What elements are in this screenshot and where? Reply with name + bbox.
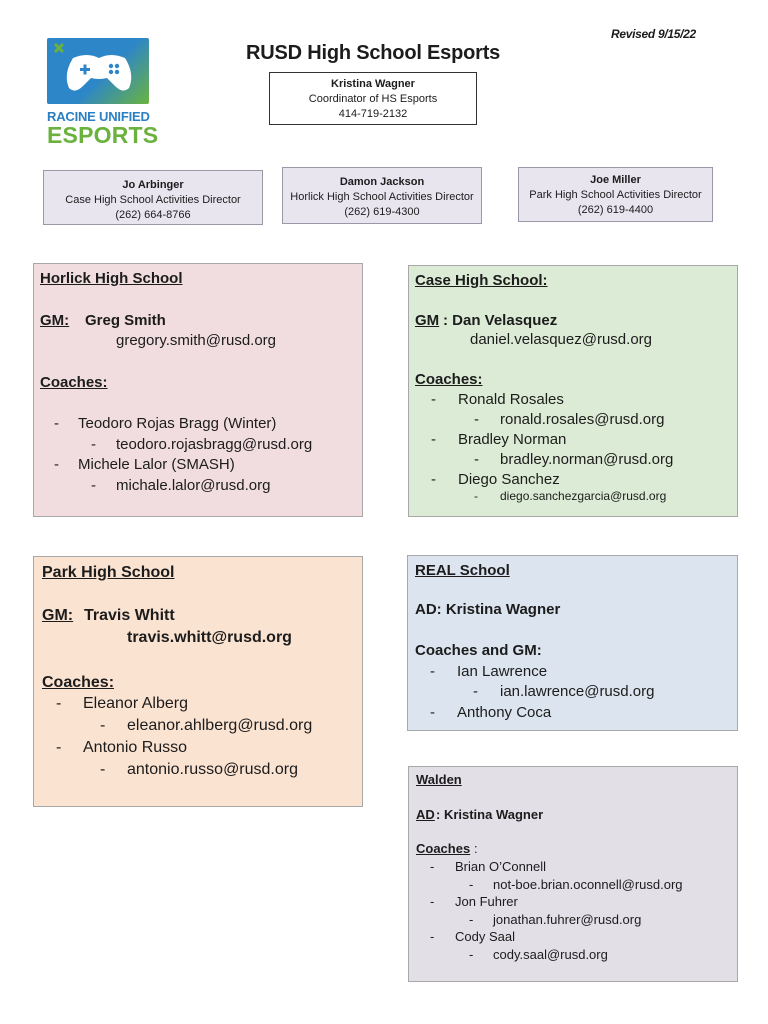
coach-email: eleanor.ahlberg@rusd.org bbox=[127, 717, 313, 734]
coach-name: Bradley Norman bbox=[458, 431, 567, 448]
coaches-label: Coaches: bbox=[42, 674, 115, 691]
gm-label: GM bbox=[415, 312, 440, 329]
director-role: Horlick High School Activities Director bbox=[290, 191, 474, 203]
bullet-dash: - bbox=[473, 683, 478, 700]
coach-email: diego.sanchezgarcia@rusd.org bbox=[500, 489, 667, 503]
real-school-box bbox=[407, 555, 738, 731]
bullet-dash: - bbox=[431, 391, 436, 408]
page-title: RUSD High School Esports bbox=[246, 42, 501, 64]
coach-name: Antonio Russo bbox=[83, 739, 188, 756]
gm-name: Greg Smith bbox=[85, 312, 166, 329]
coaches-label: Coaches: bbox=[415, 371, 483, 388]
gm-label: GM: bbox=[40, 312, 70, 329]
park-school-box bbox=[33, 556, 363, 807]
coach-email: bradley.norman@rusd.org bbox=[500, 451, 674, 468]
director-role: Park High School Activities Director bbox=[529, 189, 702, 201]
ad-name: AD: Kristina Wagner bbox=[415, 601, 561, 618]
coach-email: not-boe.brian.oconnell@rusd.org bbox=[493, 877, 683, 892]
director-card bbox=[43, 170, 263, 225]
bullet-dash: - bbox=[430, 929, 435, 944]
gm-email: daniel.velasquez@rusd.org bbox=[470, 331, 652, 348]
coach-email: antonio.russo@rusd.org bbox=[127, 761, 298, 778]
coach-email: ronald.rosales@rusd.org bbox=[500, 411, 665, 428]
bullet-dash: - bbox=[474, 451, 479, 468]
bullet-dash: - bbox=[474, 411, 479, 428]
bullet-dash: - bbox=[91, 477, 96, 494]
gm-name: Travis Whitt bbox=[84, 607, 175, 624]
bullet-dash: - bbox=[100, 761, 106, 778]
bullet-dash: - bbox=[430, 663, 435, 680]
gm-label: GM: bbox=[42, 607, 74, 624]
bullet-dash: - bbox=[469, 947, 474, 962]
gm-email: gregory.smith@rusd.org bbox=[116, 332, 277, 349]
coach-name: Jon Fuhrer bbox=[455, 894, 518, 909]
coach-name: Michele Lalor (SMASH) bbox=[78, 456, 235, 473]
school-heading: REAL School bbox=[415, 562, 510, 579]
coach-name: Brian O’Connell bbox=[455, 859, 547, 874]
coaches-label: Coaches and GM: bbox=[415, 642, 542, 659]
coach-name: Ronald Rosales bbox=[458, 391, 564, 408]
bullet-dash: - bbox=[474, 489, 478, 503]
director-phone: (262) 664-8766 bbox=[115, 209, 191, 221]
director-name: Joe Miller bbox=[590, 174, 641, 186]
school-heading: Case High School: bbox=[415, 272, 548, 289]
bullet-dash: - bbox=[430, 704, 435, 721]
director-card bbox=[282, 167, 482, 224]
coordinator-role: Coordinator of HS Esports bbox=[308, 93, 438, 105]
coach-name: Diego Sanchez bbox=[458, 471, 560, 488]
director-phone: (262) 619-4300 bbox=[344, 206, 420, 218]
bullet-dash: - bbox=[430, 894, 435, 909]
bullet-dash: - bbox=[100, 717, 106, 734]
coach-email: teodoro.rojasbragg@rusd.org bbox=[116, 436, 313, 453]
coach-email: jonathan.fuhrer@rusd.org bbox=[493, 912, 642, 927]
ad-label: AD bbox=[416, 807, 435, 822]
gm-name: : Dan Velasquez bbox=[443, 312, 558, 329]
walden-school-box bbox=[408, 766, 738, 982]
coach-name: Teodoro Rojas Bragg (Winter) bbox=[78, 415, 277, 432]
coordinator-name: Kristina Wagner bbox=[331, 78, 415, 90]
director-card bbox=[518, 167, 713, 222]
racine-unified-esports-logo bbox=[47, 38, 159, 148]
director-name: Damon Jackson bbox=[339, 176, 425, 188]
logo-line1: RACINE UNIFIED bbox=[47, 109, 150, 124]
school-heading: Walden bbox=[416, 772, 462, 787]
gm-email: travis.whitt@rusd.org bbox=[127, 629, 292, 646]
coaches-label: Coaches: bbox=[40, 374, 108, 391]
bullet-dash: - bbox=[56, 695, 62, 712]
coach-email: ian.lawrence@rusd.org bbox=[500, 683, 655, 700]
coordinator-phone: 414-719-2132 bbox=[338, 108, 408, 120]
bullet-dash: - bbox=[56, 739, 62, 756]
coaches-label: Coaches bbox=[416, 841, 471, 856]
coaches-colon: : bbox=[474, 841, 478, 856]
coordinator-box bbox=[269, 72, 477, 125]
bullet-dash: - bbox=[469, 912, 474, 927]
bullet-dash: - bbox=[54, 415, 59, 432]
coach-name: Eleanor Alberg bbox=[83, 695, 188, 712]
school-heading: Horlick High School bbox=[40, 270, 183, 287]
bullet-dash: - bbox=[91, 436, 96, 453]
coach-name: Ian Lawrence bbox=[457, 663, 548, 680]
bullet-dash: - bbox=[54, 456, 59, 473]
coach-name: Cody Saal bbox=[455, 929, 515, 944]
bullet-dash: - bbox=[431, 431, 436, 448]
ad-name: : Kristina Wagner bbox=[436, 807, 544, 822]
bullet-dash: - bbox=[430, 859, 435, 874]
director-role: Case High School Activities Director bbox=[65, 194, 241, 206]
horlick-school-box bbox=[33, 263, 363, 517]
director-name: Jo Arbinger bbox=[122, 179, 184, 191]
bullet-dash: - bbox=[469, 877, 474, 892]
gamepad-logo-icon bbox=[47, 38, 149, 104]
coach-email: michale.lalor@rusd.org bbox=[116, 477, 271, 494]
case-school-box bbox=[408, 265, 738, 517]
coach-name: Anthony Coca bbox=[457, 704, 552, 721]
revised-date: Revised 9/15/22 bbox=[611, 27, 696, 41]
bullet-dash: - bbox=[431, 471, 436, 488]
school-heading: Park High School bbox=[42, 564, 175, 581]
logo-line2: ESPORTS bbox=[47, 122, 159, 148]
coach-email: cody.saal@rusd.org bbox=[493, 947, 608, 962]
director-phone: (262) 619-4400 bbox=[577, 204, 654, 216]
